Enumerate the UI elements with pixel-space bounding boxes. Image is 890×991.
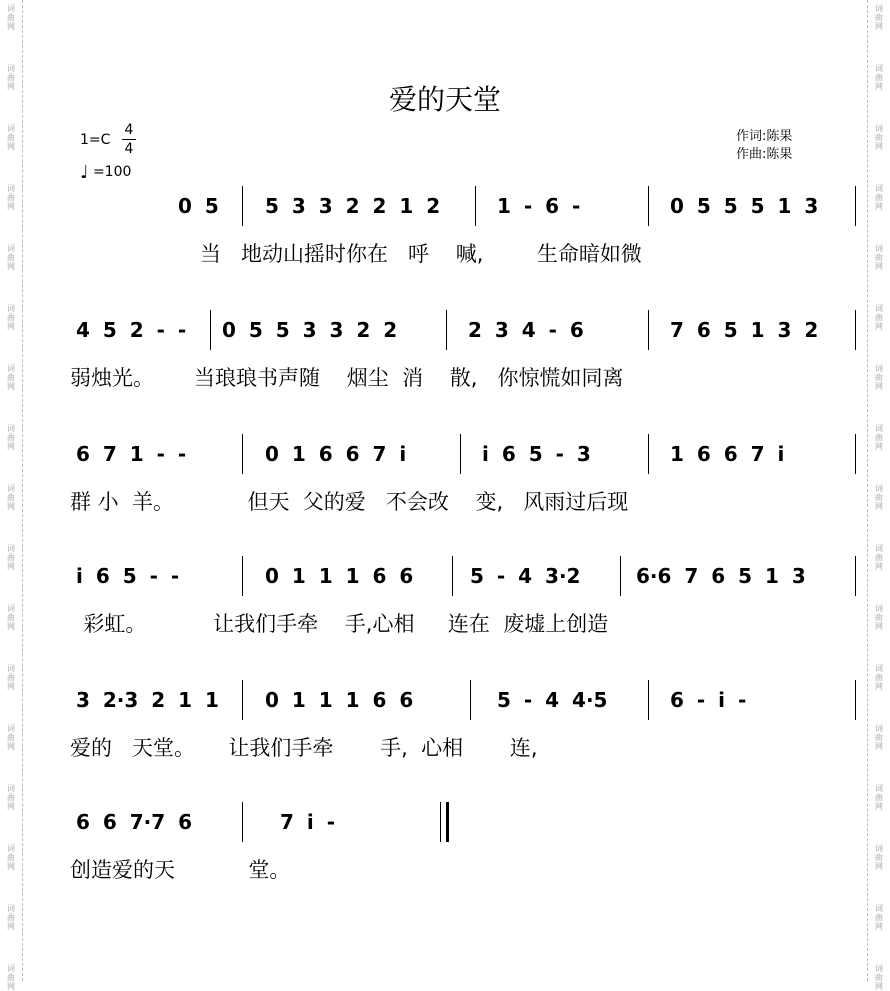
left-watermark-strip (0, 0, 23, 991)
credits (736, 128, 792, 164)
bar-line (620, 556, 621, 596)
watermark-text: 词 曲 网 (875, 904, 883, 931)
bar-line (242, 802, 243, 842)
watermark-text: 词 曲 网 (7, 544, 15, 571)
measure: 0 1 6 6 7 i (265, 442, 407, 466)
bar-line (242, 186, 243, 226)
bar-line (475, 186, 476, 226)
bar-line (210, 310, 211, 350)
measure: 5 - 4 3·2 (470, 564, 581, 588)
bar-line (242, 556, 243, 596)
bar-line (855, 310, 856, 350)
bar-line (242, 434, 243, 474)
measure: 1 - 6 - (497, 194, 581, 218)
watermark-text: 词 曲 网 (875, 4, 883, 31)
bar-line (855, 434, 856, 474)
bar-line (648, 680, 649, 720)
watermark-text: 词 曲 网 (875, 64, 883, 91)
watermark-text: 词 曲 网 (7, 664, 15, 691)
watermark-text: 词 曲 网 (875, 244, 883, 271)
watermark-text: 词 曲 网 (875, 664, 883, 691)
bar-line (855, 680, 856, 720)
measure: 5 - 4 4·5 (497, 688, 608, 712)
bar-line (648, 186, 649, 226)
measure: 1 6 6 7 i (670, 442, 785, 466)
bar-line (648, 310, 649, 350)
watermark-text: 词 曲 网 (7, 904, 15, 931)
watermark-text: 词 曲 网 (875, 724, 883, 751)
bar-line (648, 434, 649, 474)
lyrics-line: 当 地动山摇时你在 呼 喊, 生命暗如微 (200, 242, 642, 266)
key-signature: 1=C (80, 132, 111, 148)
bar-line (470, 680, 471, 720)
quarter-note-icon: ♩ (80, 162, 89, 183)
watermark-text: 词 曲 网 (7, 844, 15, 871)
watermark-text: 词 曲 网 (875, 304, 883, 331)
bar-line (242, 680, 243, 720)
watermark-text: 词 曲 网 (875, 544, 883, 571)
watermark-text: 词 曲 网 (875, 124, 883, 151)
lyricist-credit: 作词:陈果 (736, 129, 793, 144)
measure: 4 5 2 - - (76, 318, 187, 342)
watermark-text: 词 曲 网 (875, 844, 883, 871)
right-watermark-strip (867, 0, 890, 991)
watermark-text: 词 曲 网 (875, 484, 883, 511)
measure: 6 7 1 - - (76, 442, 187, 466)
watermark-text: 词 曲 网 (875, 604, 883, 631)
measure: 0 1 1 1 6 6 (265, 688, 414, 712)
watermark-text: 词 曲 网 (875, 424, 883, 451)
song-title: 爱的天堂 (388, 83, 501, 116)
bar-line (855, 556, 856, 596)
measure: 6 6 7·7 6 (76, 810, 193, 834)
measure: 0 5 (178, 194, 219, 218)
lyrics-line: 爱的 天堂。 让我们手牵 手, 心相 连, (70, 736, 538, 760)
lyrics-line: 弱烛光。 当琅琅书声随 烟尘 消 散, 你惊慌如同离 (70, 366, 624, 390)
bar-line (452, 556, 453, 596)
measure: 7 6 5 1 3 2 (670, 318, 819, 342)
bar-line (440, 802, 441, 842)
watermark-text: 词 曲 网 (7, 724, 15, 751)
watermark-text: 词 曲 网 (7, 964, 15, 991)
watermark-text: 词 曲 网 (7, 364, 15, 391)
lyrics-line: 群 小 羊。 但天 父的爱 不会改 变, 风雨过后现 (70, 490, 629, 514)
watermark-text: 词 曲 网 (875, 964, 883, 991)
watermark-text: 词 曲 网 (875, 784, 883, 811)
measure: 6·6 7 6 5 1 3 (636, 564, 806, 588)
measure: 0 5 5 5 1 3 (670, 194, 819, 218)
measure: i 6 5 - 3 (482, 442, 591, 466)
watermark-text: 词 曲 网 (7, 184, 15, 211)
measure: 5 3 3 2 2 1 2 (265, 194, 441, 218)
tempo-value: =100 (92, 164, 132, 180)
tempo-marking (80, 160, 131, 181)
watermark-text: 词 曲 网 (7, 484, 15, 511)
watermark-text: 词 曲 网 (7, 244, 15, 271)
watermark-text: 词 曲 网 (7, 64, 15, 91)
bar-line (460, 434, 461, 474)
bar-line (855, 186, 856, 226)
meter-bottom: 4 (124, 141, 134, 157)
watermark-text: 词 曲 网 (7, 424, 15, 451)
meter-top: 4 (124, 122, 134, 138)
watermark-text: 词 曲 网 (875, 364, 883, 391)
final-bar-line (446, 802, 449, 842)
measure: 2 3 4 - 6 (468, 318, 584, 342)
watermark-text: 词 曲 网 (875, 184, 883, 211)
watermark-text: 词 曲 网 (7, 124, 15, 151)
watermark-text: 词 曲 网 (7, 604, 15, 631)
measure: 0 5 5 3 3 2 2 (222, 318, 398, 342)
lyrics-line: 彩虹。 让我们手牵 手,心相 连在 废墟上创造 (70, 612, 609, 636)
measure: 7 i - (280, 810, 335, 834)
bar-line (446, 310, 447, 350)
watermark-text: 词 曲 网 (7, 304, 15, 331)
watermark-text: 词 曲 网 (7, 784, 15, 811)
measure: 0 1 1 1 6 6 (265, 564, 414, 588)
measure: 6 - i - (670, 688, 747, 712)
time-signature (122, 122, 136, 157)
watermark-text: 词 曲 网 (7, 4, 15, 31)
measure: i 6 5 - - (76, 564, 180, 588)
composer-credit: 作曲:陈果 (736, 147, 793, 162)
measure: 3 2·3 2 1 1 (76, 688, 219, 712)
lyrics-line: 创造爱的天 堂。 (70, 858, 291, 882)
